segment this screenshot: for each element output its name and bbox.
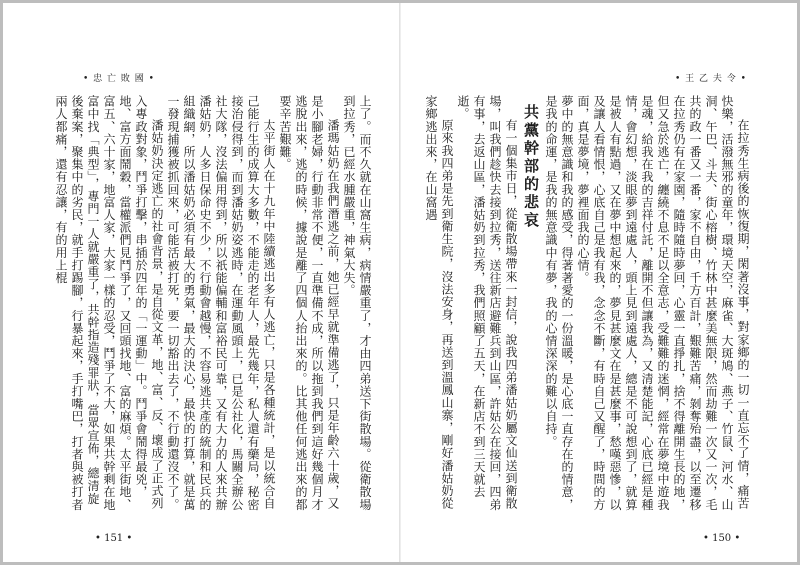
body-paragraph: 夢中的無意識和我的感受，得著著愛的一份溫暖，是心底一直存在的情意，是我的命運，是我的無意識中有夢，我的心情深深的難以自持。	[544, 95, 574, 511]
right-page-body	[424, 95, 751, 515]
body-paragraph: 潘瑪姑奶在我們潛逃之前，她已經早就準備逃了，只是年齡六十歲，又是小腳老婦，行動非常不便，一直準備不成，所以拖到我們到這好幾個月才逃脫出來，逃的時候，據說是離了四個人抬出來的。比其他任何逃出來的都要辛苦艱難。	[278, 95, 340, 511]
body-paragraph: 潘姑奶決定逃亡的社會背景，是自從文革，地、富、反、壞成了正式列入專政對象，鬥爭打擊，串插於四年的「一運動」中。鬥爭會鬧得最兇，地、富方面鬧穀，當權派們見鬥爭了，又回頭找地、富的麻煩。太平街地、富五、六十家，地富人家，大家一樣的忍受，鬥爭了不大，如果共幹剩在地富中找「典型」，專門一人就嚴重了，共幹指造殘罪狀，當眾宣佈，總清旋後棄案，聚集中的劣民，就手打踢腳，行暴起來，手打嘴巴，打者與被打者兩人都痛，還有忍讓，有的用上棍	[54, 95, 164, 511]
section-heading: 共黨幹部的悲哀	[522, 104, 540, 230]
book-spread	[3, 3, 797, 562]
body-paragraph: 上了。而不久就在山窩生病，病情嚴重了，才由四弟送下街散場。從衛散場到拉秀，已經水腫嚴重，神氣大失。	[342, 95, 372, 511]
right-page-number: • 150 •	[703, 533, 741, 544]
body-paragraph: 原來我四弟是先到衛生院，沒法安身，再送到溫鳳山寨，剛好潘姑奶從家鄉逃出來，在山窩遇	[424, 95, 454, 510]
left-page-body	[54, 95, 373, 515]
right-page-header: • 王 乙 夫 令 •	[675, 74, 747, 84]
body-paragraph: 有一個集市日，從衛散場帶來一封信，說我四弟潘姑奶屬文仙送到衛散場，叫我們趁快去接到拉秀，送往新店避難兵到山區，許姑公在接回，四弟有事，去返山區，潘姑奶到拉秀，我們照顧了五天，在新店不到三天就去逝。	[456, 95, 518, 511]
body-paragraph: 在拉秀生病後的恢復期，閑著沒事，對家鄉的一切一直忘不了情，痛苦快樂，活潑無邪的童年，環境天空，麻雀、大斑鳩、燕子、竹鼠、河水、山洞、午巴、斗夫、街心榕樹、竹林中甚麼美無限，然而劫難一次又一次，毛共的政一番又一番，家不自由，千方百計，艱難苦痛，剝奪殆盡，以至遷移在拉秀仍有在家園，隨時隨時夢回，心靈一直掙扎，捨不得離開生長的地，但又急於逃亡，纏繞不息不足以全意志，受難難的迷惘，經常在夢境中遊我是魂，給我在我的吉祥付託，離開不但讓我為，又清楚能記，心底已經是種情，會幻想，淡眼夢到遠處人，頭上見到遠處人，總是不可說想到了，就算是被人有點過，又在夢中想起來的，夢見甚麼文在是甚麼事，愁嘆惡慘，以及讓人看情恨，心底自己是我有我，念念不斷，有時自己又醒了，時間的方面，真是夢境，夢裡面我的心情。	[576, 95, 750, 511]
left-page-header: • 忠 亡 敗 國 •	[83, 74, 155, 84]
left-page-number: • 151 •	[95, 533, 133, 544]
body-paragraph: 太平街人在十九年中陸續逃出多有人逃亡，只是各種統計，是以統合自己能行生的成算大多數，不能走的老年人，最先幾年，私人還有藥局，秘密接治侵得到，而到潘姑奶姿逃時，在運動風頭上，已是公社化，馬關全辦公社大隊，沒法偏用得到，所以祇能偏輔和富裕民可靠，又有大力的人來共辦潘姑奶，人多日保命史不少，不行動會越慢，不容易逃共產的統制和民兵的組織網，所以潘姑奶必須有最大的勇氣，最大的決心，最快的打算，就是萬一發現捕獲被抓回來，可能活被打死，要一切豁出去了，不行動還沒不了。	[166, 95, 276, 511]
page-gutter	[399, 3, 401, 562]
